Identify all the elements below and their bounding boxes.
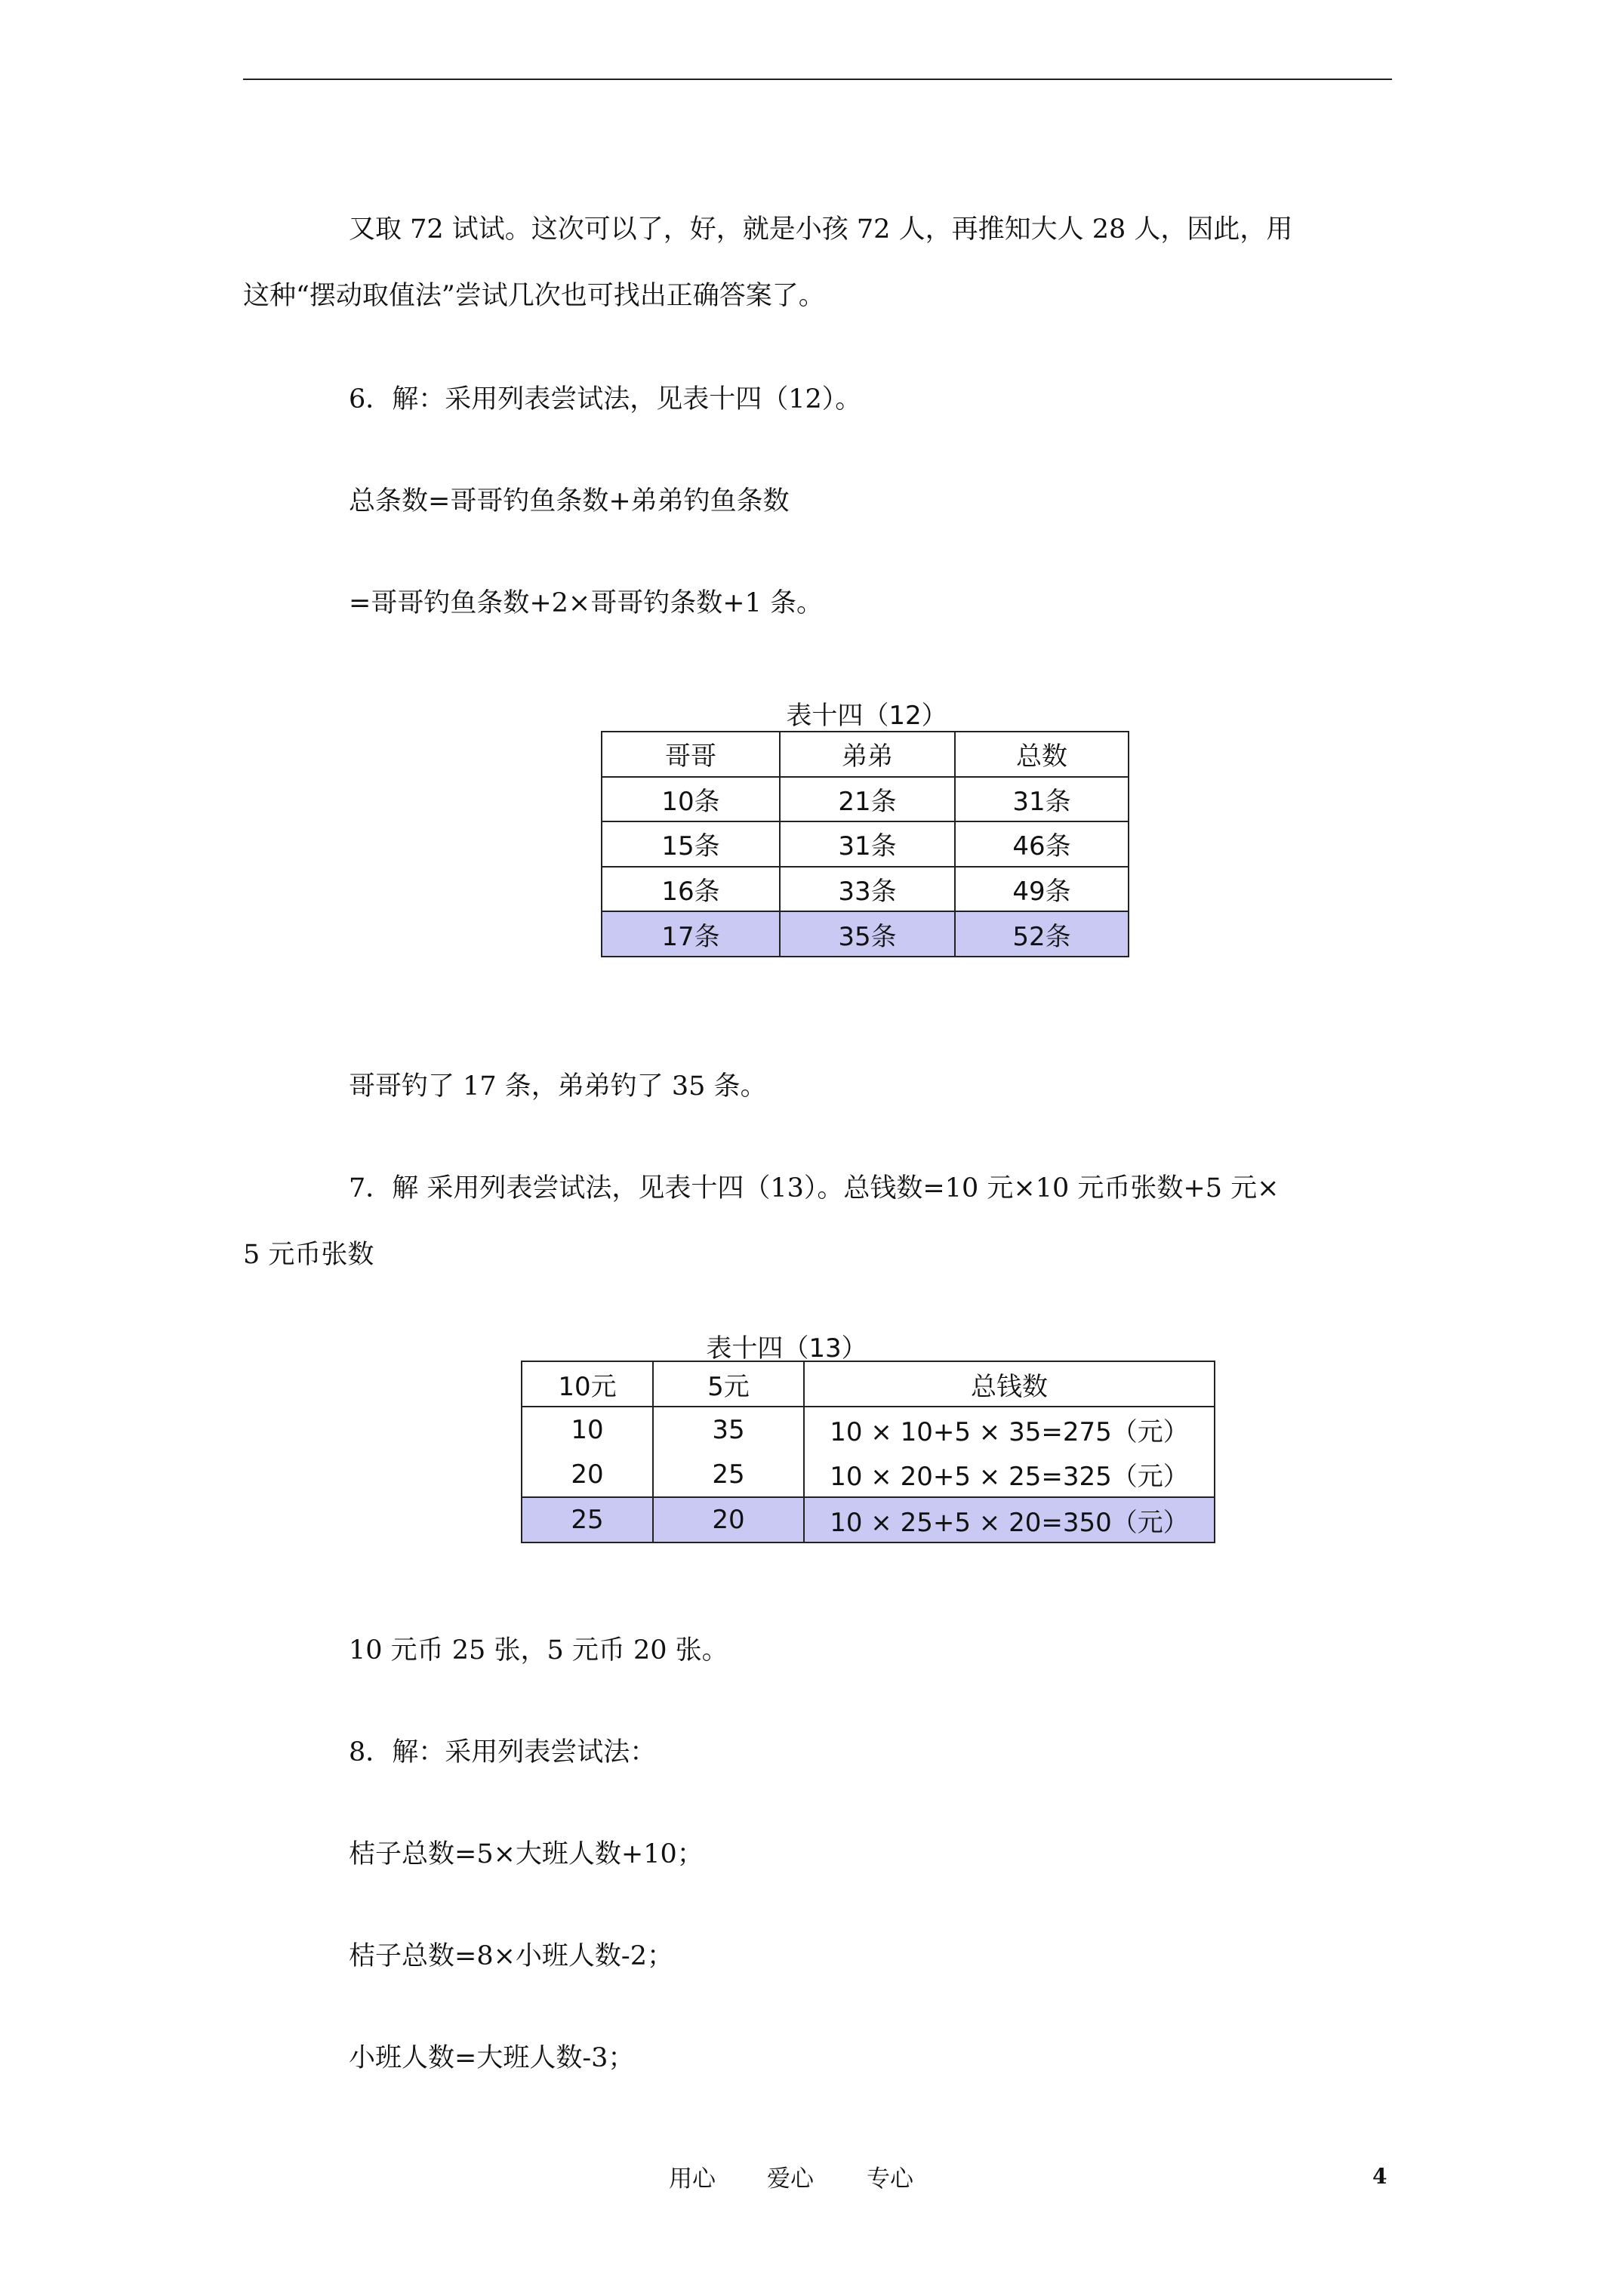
table-cell: 21条 [780,777,955,822]
table-row-highlighted [522,1497,1215,1542]
paragraph-line: 7．解 采用列表尝试法，见表十四（13）。总钱数=10 元×10 元币张数+5 元× [349,1173,1280,1203]
paragraph-line: 这种“摆动取值法”尝试几次也可找出正确答案了。 [243,281,825,311]
table-cell: 20 [653,1497,804,1542]
table-header-cell: 5元 [653,1361,804,1407]
table-cell: 20 [522,1452,653,1497]
table-cell: 10条 [602,777,780,822]
solution-7-intro [243,1155,1392,1288]
table12-caption: 表十四（12） [786,701,947,731]
formula-total-fish-expanded: =哥哥钓鱼条数+2×哥哥钓条数+1 条。 [349,588,823,618]
table-header-cell: 总钱数 [804,1361,1215,1407]
table-row [522,1452,1215,1497]
solution-6-intro: 6．解：采用列表尝试法，见表十四（12）。 [349,384,862,415]
table-cell: 10 [522,1407,653,1452]
footer-item: 用心 [669,2165,716,2193]
answer-7: 10 元币 25 张，5 元币 20 张。 [349,1635,728,1666]
table-row [602,821,1129,867]
table-header-cell: 弟弟 [780,732,955,777]
table-cell: 33条 [780,867,955,912]
table-cell: 25 [653,1452,804,1497]
table13-caption: 表十四（13） [706,1333,867,1364]
table-cell: 31条 [955,777,1129,822]
table-12 [601,731,1129,957]
formula-oranges-small-class: 桔子总数=8×小班人数-2； [349,1941,674,1971]
answer-6: 哥哥钓了 17 条，弟弟钓了 35 条。 [349,1071,767,1102]
paragraph-line: 5 元币张数 [243,1240,374,1270]
table-row [602,867,1129,912]
table-header-cell: 总数 [955,732,1129,777]
footer-item: 专心 [867,2165,913,2193]
table-cell: 25 [522,1497,653,1542]
table-cell: 16条 [602,867,780,912]
table-cell: 31条 [780,821,955,867]
footer-item: 爱心 [767,2165,814,2193]
table-cell: 10 × 20+5 × 25=325（元） [804,1452,1215,1497]
table-row [522,1407,1215,1452]
table-cell: 17条 [602,911,780,957]
table-header-row [602,732,1129,777]
table-cell: 52条 [955,911,1129,957]
table-13 [521,1361,1215,1543]
formula-oranges-large-class: 桔子总数=5×大班人数+10； [349,1839,704,1869]
page-number: 4 [1372,2164,1387,2189]
table-cell: 10 × 25+5 × 20=350（元） [804,1497,1215,1542]
table-row [602,777,1129,822]
table-cell: 46条 [955,821,1129,867]
formula-total-fish: 总条数=哥哥钓鱼条数+弟弟钓鱼条数 [349,486,790,516]
table-cell: 35 [653,1407,804,1452]
table-row-highlighted [602,911,1129,957]
table-cell: 10 × 10+5 × 35=275（元） [804,1407,1215,1452]
table-cell: 15条 [602,821,780,867]
paragraph-swing-method [243,196,1392,329]
table-header-cell: 10元 [522,1361,653,1407]
header-rule [243,79,1392,80]
paragraph-line: 又取 72 试试。这次可以了，好，就是小孩 72 人，再推知大人 28 人，因此，用 [349,214,1293,245]
formula-class-sizes: 小班人数=大班人数-3； [349,2043,635,2073]
table-header-row [522,1361,1215,1407]
solution-8-intro: 8．解：采用列表尝试法： [349,1737,657,1767]
table-header-cell: 哥哥 [602,732,780,777]
table-cell: 49条 [955,867,1129,912]
table-cell: 35条 [780,911,955,957]
